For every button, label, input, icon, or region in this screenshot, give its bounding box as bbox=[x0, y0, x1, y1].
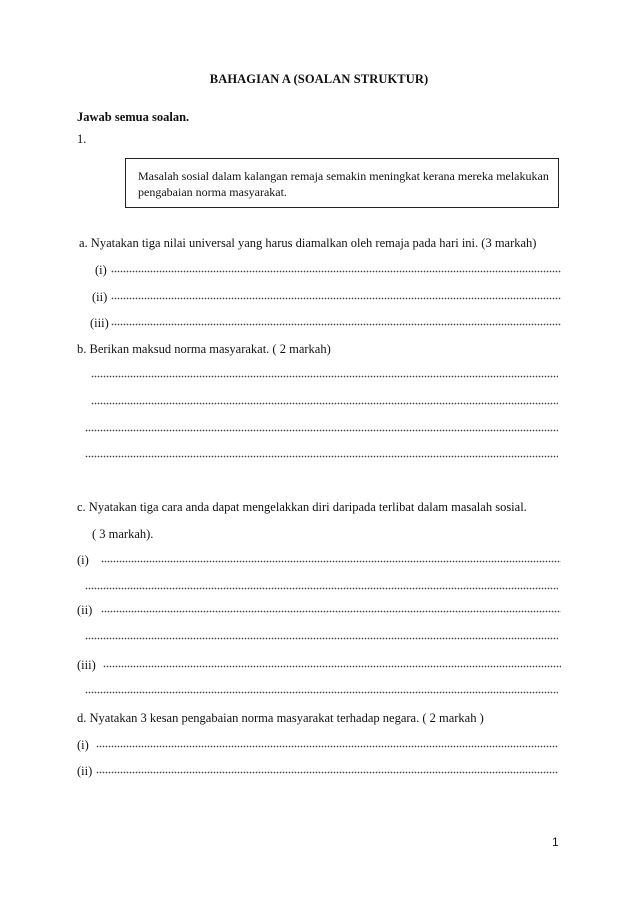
answer-line-b-2[interactable] bbox=[91, 397, 558, 407]
answer-line-b-1[interactable] bbox=[91, 370, 558, 380]
answer-line-d-i[interactable] bbox=[96, 740, 558, 750]
question-b: b. Berikan maksud norma masyarakat. ( 2 markah) bbox=[77, 342, 331, 356]
stimulus-line-1: Masalah sosial dalam kalangan remaja semakin meningkat kerana mereka melakukan bbox=[138, 169, 549, 183]
answer-line-a-iii[interactable] bbox=[111, 318, 561, 328]
item-label-d-i: (i) bbox=[77, 738, 89, 752]
item-label-d-ii: (ii) bbox=[77, 764, 93, 778]
answer-line-b-4[interactable] bbox=[85, 450, 558, 460]
item-label-c-ii: (ii) bbox=[77, 603, 93, 617]
answer-line-c-i-2[interactable] bbox=[85, 582, 558, 592]
answer-line-a-i[interactable] bbox=[111, 265, 561, 275]
answer-line-c-ii-1[interactable] bbox=[101, 605, 561, 615]
stimulus-box bbox=[125, 158, 559, 208]
answer-line-c-iii-2[interactable] bbox=[85, 686, 558, 696]
answer-line-c-iii-1[interactable] bbox=[103, 660, 561, 670]
answer-line-d-ii[interactable] bbox=[96, 766, 558, 776]
question-a: a. Nyatakan tiga nilai universal yang harus diamalkan oleh remaja pada hari ini. (3 markah) bbox=[79, 236, 537, 250]
item-label-a-ii: (ii) bbox=[92, 290, 108, 304]
marks-c: ( 3 markah). bbox=[92, 527, 154, 541]
page-number: 1 bbox=[552, 835, 559, 849]
question-d: d. Nyatakan 3 kesan pengabaian norma masyarakat terhadap negara. ( 2 markah ) bbox=[77, 711, 484, 725]
question-number: 1. bbox=[77, 132, 87, 146]
instruction: Jawab semua soalan. bbox=[77, 110, 190, 124]
answer-line-a-ii[interactable] bbox=[111, 292, 561, 302]
item-label-a-iii: (iii) bbox=[90, 316, 109, 330]
item-label-c-i: (i) bbox=[77, 553, 89, 567]
item-label-a-i: (i) bbox=[95, 263, 107, 277]
item-label-c-iii: (iii) bbox=[77, 658, 96, 672]
answer-line-c-ii-2[interactable] bbox=[85, 632, 558, 642]
question-c: c. Nyatakan tiga cara anda dapat mengelakkan diri daripada terlibat dalam masalah sosial. bbox=[77, 500, 527, 514]
section-title: BAHAGIAN A (SOALAN STRUKTUR) bbox=[209, 72, 429, 86]
answer-line-c-i-1[interactable] bbox=[101, 555, 561, 565]
answer-line-b-3[interactable] bbox=[85, 424, 558, 434]
stimulus-line-2: pengabaian norma masyarakat. bbox=[138, 185, 287, 199]
